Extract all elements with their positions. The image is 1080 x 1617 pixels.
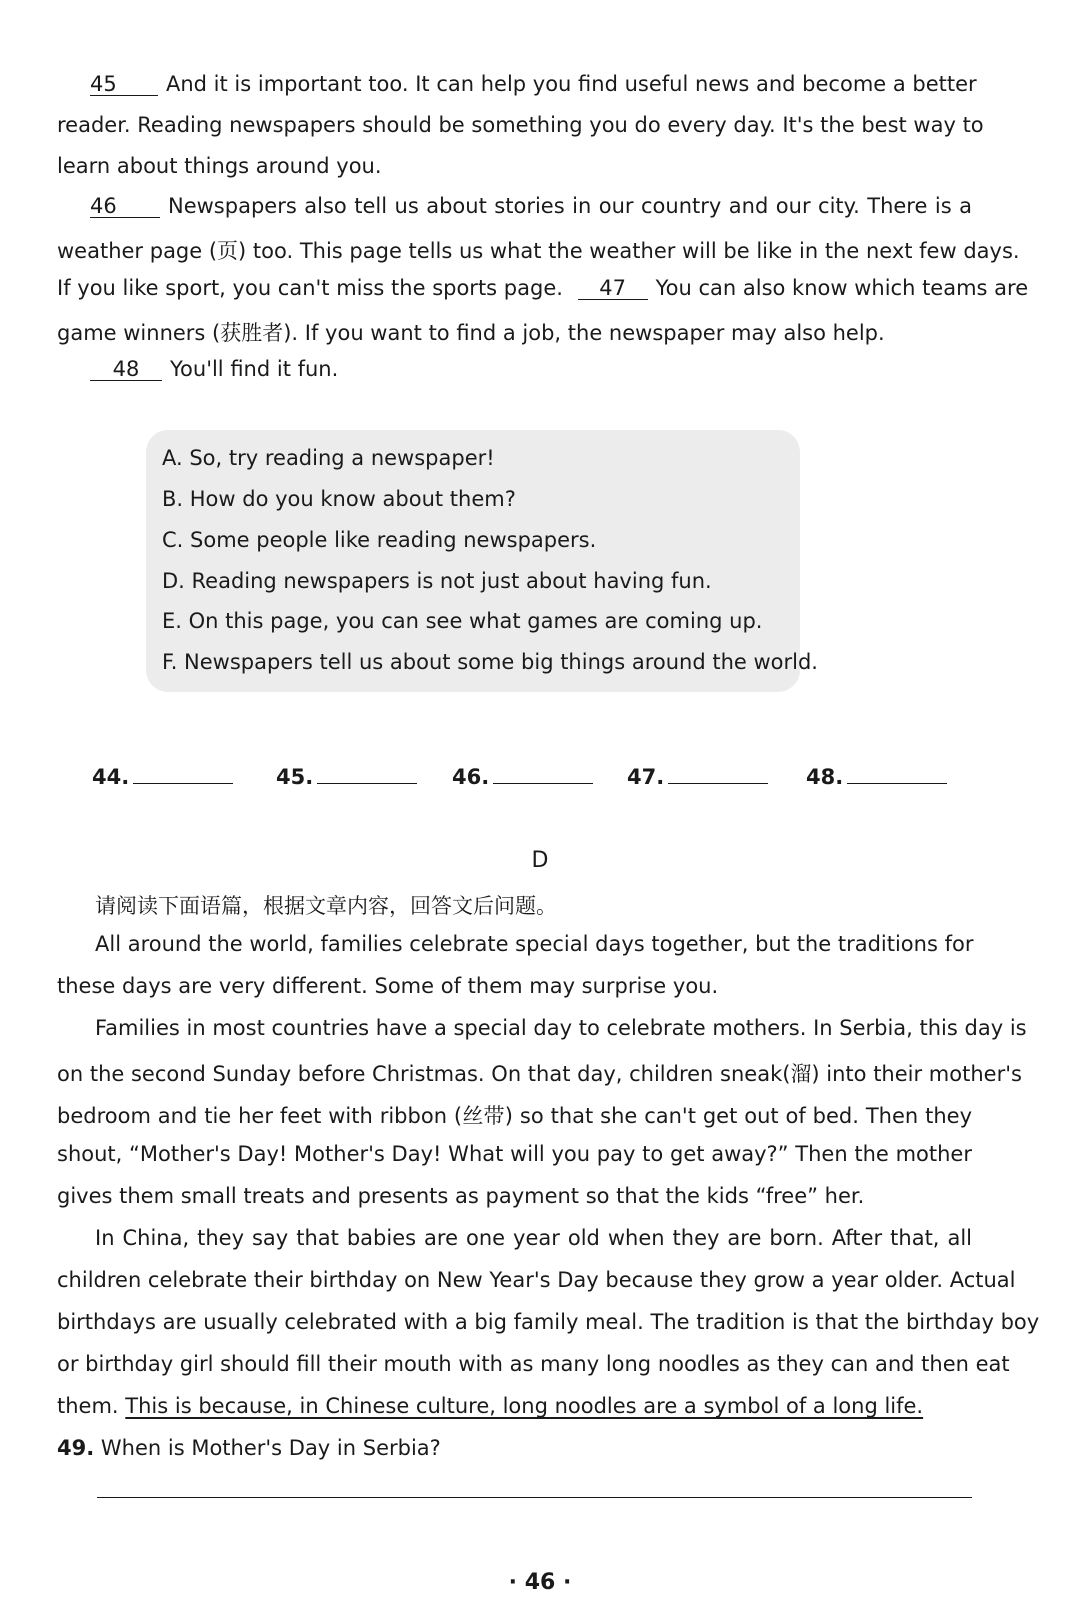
section-title: D [531,848,549,873]
blank-45: 45 [90,73,158,96]
answer-45[interactable]: 45. [276,765,417,789]
option-e: E. On this page, you can see what games are coming up. [162,609,763,633]
underlined-sentence: This is because, in Chinese culture, long noodles are a symbol of a long life. [125,1394,924,1418]
passage-line: these days are very different. Some of them may surprise you. [57,974,719,998]
instruction: 请阅读下面语篇，根据文章内容，回答文后问题。 [95,894,557,918]
option-d: D. Reading newspapers is not just about having fun. [162,569,712,593]
option-b: B. How do you know about them? [162,487,516,511]
passage-line: 48 You'll find it fun. [90,357,1005,381]
passage-line: or birthday girl should fill their mouth with as many long noodles as they can and then eat [57,1352,1010,1376]
passage-line: gives them small treats and presents as payment so that the kids “free” her. [57,1184,865,1208]
blank-47: 47 [578,277,648,300]
passage-line: If you like sport, you can't miss the sports page. 47 You can also know which teams are [57,276,1029,300]
option-f: F. Newspapers tell us about some big things around the world. [162,650,818,674]
passage-line: Families in most countries have a special day to celebrate mothers. In Serbia, this day is [95,1016,1027,1040]
passage-line: 46 Newspapers also tell us about stories in our country and our city. There is a [90,194,972,218]
page-number: · 46 · [508,1570,572,1595]
passage-line: birthdays are usually celebrated with a big family meal. The tradition is that the birthday boy [57,1310,1040,1334]
passage-line: 45 And it is important too. It can help you find useful news and become a better [90,72,977,96]
passage-line: In China, they say that babies are one year old when they are born. After that, all [95,1226,972,1250]
passage-line: shout, “Mother's Day! Mother's Day! What will you pay to get away?” Then the mother [57,1142,972,1166]
answer-44[interactable]: 44. [92,765,233,789]
blank-46: 46 [90,195,160,218]
option-a: A. So, try reading a newspaper! [162,446,495,470]
question-49: 49. When is Mother's Day in Serbia? [57,1436,441,1460]
passage-line: bedroom and tie her feet with ribbon (丝带) so that she can't get out of bed. Then they [57,1104,972,1128]
answer-line-49[interactable] [97,1497,972,1498]
answer-46[interactable]: 46. [452,765,593,789]
passage-line: All around the world, families celebrate special days together, but the traditions for [95,932,974,956]
passage-line: learn about things around you. [57,154,382,178]
passage-line: them. This is because, in Chinese culture, long noodles are a symbol of a long life. [57,1394,924,1418]
blank-48: 48 [90,358,162,381]
answer-47[interactable]: 47. [627,765,768,789]
passage-line: reader. Reading newspapers should be something you do every day. It's the best way to [57,113,984,137]
option-c: C. Some people like reading newspapers. [162,528,597,552]
answer-48[interactable]: 48. [806,765,947,789]
passage-line: game winners (获胜者). If you want to find a job, the newspaper may also help. [57,321,885,345]
passage-line: children celebrate their birthday on New Year's Day because they grow a year older. Actual [57,1268,1016,1292]
passage-line: weather page (页) too. This page tells us what the weather will be like in the next few days. [57,239,1020,263]
passage-line: on the second Sunday before Christmas. On that day, children sneak(溜) into their mother's [57,1062,1022,1086]
